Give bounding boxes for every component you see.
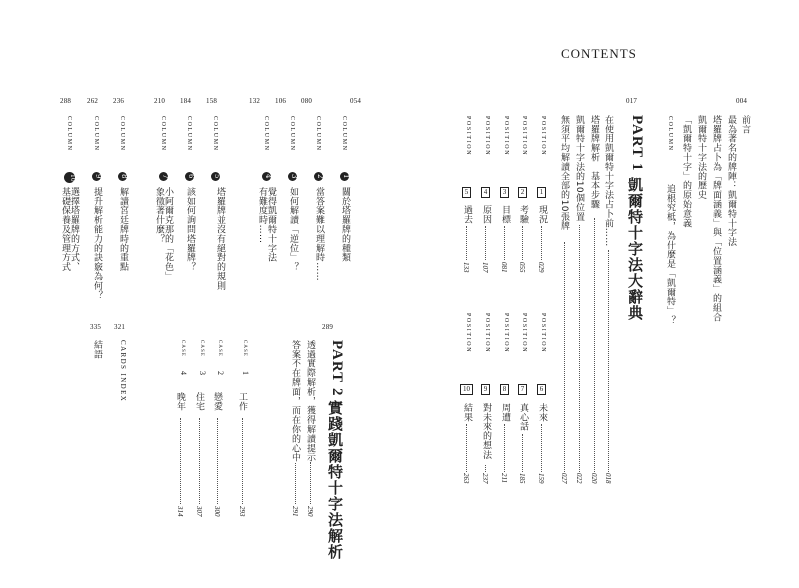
- position-label: POSITION: [465, 313, 471, 354]
- contents-title: CONTENTS: [561, 46, 637, 61]
- page-number: 184: [180, 97, 192, 105]
- position-number: 9: [481, 384, 490, 395]
- position-name: 結果: [462, 403, 472, 422]
- toc-page: 290: [306, 506, 314, 517]
- page-number: 321: [114, 323, 126, 331]
- page-number: 236: [113, 97, 125, 105]
- case-label: CASE: [217, 340, 222, 357]
- position-label: POSITION: [540, 313, 546, 354]
- position-name: 考驗: [518, 205, 528, 224]
- preface-column-text: 追根究柢，為什麼是「凱爾特」？: [665, 184, 675, 325]
- position-number: 2: [518, 187, 527, 198]
- page-number: 158: [206, 97, 218, 105]
- toc-page: 020: [590, 473, 598, 484]
- column-item: 小阿爾克那的「花色」象徵著什麼？: [154, 187, 173, 281]
- position-name: 目標: [500, 205, 510, 224]
- page-number: 106: [275, 97, 287, 105]
- part-label: PART 1: [629, 115, 645, 172]
- toc-page: 237: [481, 473, 489, 484]
- toc-item: 透過實際解析，獲得解讀提示: [305, 340, 315, 463]
- case-label: CASE: [199, 340, 204, 357]
- position-number: 10: [460, 384, 473, 395]
- column-label: COLUMN: [160, 116, 166, 152]
- column-label: COLUMN: [667, 116, 673, 152]
- column-item: 選擇塔羅牌的方式、基礎保養及管理方式: [60, 187, 79, 272]
- toc-item: 答案不在牌面，而在你的心中: [290, 340, 300, 463]
- column-number: 10: [64, 172, 75, 183]
- page-number: 132: [249, 97, 261, 105]
- column-number: 6: [185, 172, 194, 181]
- column-label: COLUMN: [341, 116, 347, 152]
- column-number: 5: [211, 172, 220, 181]
- case-number: 4: [179, 371, 188, 375]
- position-name: 原因: [481, 205, 491, 224]
- column-number: 3: [288, 172, 297, 181]
- preface-item: 「凱爾特十字」的原始意義: [681, 115, 691, 228]
- column-number: 1: [340, 172, 349, 181]
- toc-page: 055: [518, 262, 526, 273]
- preface-item: 凱爾特十字法的歷史: [696, 115, 706, 200]
- preface-title: 前言: [740, 115, 750, 134]
- toc-page: 185: [518, 473, 526, 484]
- column-item: 塔羅牌並沒有絕對的規則: [215, 187, 225, 291]
- position-number: 4: [481, 187, 490, 198]
- case-label: CASE: [242, 340, 247, 357]
- page-number: 080: [301, 97, 313, 105]
- position-label: POSITION: [521, 116, 527, 157]
- column-number: 7: [159, 172, 168, 181]
- position-name: 對未來的想法: [481, 403, 491, 460]
- column-number: 9: [92, 172, 101, 181]
- position-number: 5: [462, 187, 471, 198]
- position-label: POSITION: [465, 116, 471, 157]
- position-name: 未來: [537, 403, 547, 422]
- column-item: 提升解析能力的訣竅為何？: [92, 187, 102, 300]
- position-label: POSITION: [503, 313, 509, 354]
- toc-item: 凱爾特十字法的10個位置: [574, 115, 584, 222]
- column-item: 如何解讀「逆位」？: [288, 187, 298, 272]
- toc-page: 018: [604, 473, 612, 484]
- case-item: 工作: [237, 392, 247, 411]
- column-label: COLUMN: [289, 116, 295, 152]
- case-item: 住宅: [194, 392, 204, 411]
- column-label: COLUMN: [66, 116, 72, 152]
- column-label: COLUMN: [93, 116, 99, 152]
- preface-item: 最為著名的牌陣：凱爾特十字法: [726, 115, 736, 247]
- toc-item: 無須平均解讀全部的10張牌: [559, 115, 569, 231]
- toc-page: 291: [291, 506, 299, 517]
- toc-page: 029: [537, 262, 545, 273]
- page-number: 288: [60, 97, 72, 105]
- page-number: 017: [626, 97, 638, 105]
- toc-page: 314: [176, 506, 184, 517]
- column-item: 關於塔羅牌的種類: [340, 187, 350, 263]
- toc-item: 在使用凱爾特十字法占卜前……: [603, 115, 613, 247]
- part-title: 凱爾特十字法大辭典: [626, 177, 644, 321]
- column-number: 8: [118, 172, 127, 181]
- case-number: 2: [216, 371, 225, 375]
- case-item: 晚年: [175, 392, 185, 411]
- position-name: 過去: [462, 205, 472, 224]
- part-label: PART 2: [329, 340, 345, 397]
- position-number: 3: [500, 187, 509, 198]
- column-label: COLUMN: [263, 116, 269, 152]
- position-label: POSITION: [503, 116, 509, 157]
- column-label: COLUMN: [212, 116, 218, 152]
- case-label: CASE: [180, 340, 185, 357]
- position-number: 7: [518, 384, 527, 395]
- part-title: 實踐凱爾特十字法解析: [326, 400, 344, 560]
- toc-page: 027: [560, 473, 568, 484]
- page-number: 262: [87, 97, 99, 105]
- toc-page: 081: [500, 262, 508, 273]
- page-number: 004: [736, 97, 748, 105]
- position-label: POSITION: [540, 116, 546, 157]
- position-label: POSITION: [521, 313, 527, 354]
- cards-index: CARDS INDEX: [119, 340, 127, 403]
- toc-page: 159: [537, 473, 545, 484]
- toc-page: 022: [575, 473, 583, 484]
- page-number: 054: [350, 97, 362, 105]
- column-number: 4: [262, 172, 271, 181]
- position-name: 真心話: [518, 403, 528, 432]
- toc-page: 107: [481, 262, 489, 273]
- position-name: 周遭: [500, 403, 510, 422]
- column-number: 2: [314, 172, 323, 181]
- position-number: 6: [537, 384, 546, 395]
- column-item: 解讀宮廷牌時的重點: [118, 187, 128, 272]
- position-number: 8: [500, 384, 509, 395]
- toc-page: 307: [195, 506, 203, 517]
- toc-page: 133: [462, 262, 470, 273]
- preface-item: 塔羅牌占卜為「牌面涵義」與「位置涵義」的組合: [711, 115, 721, 322]
- column-item: 覺得凱爾特十字法有難度時……: [257, 187, 276, 263]
- toc-page: 300: [213, 506, 221, 517]
- case-number: 1: [241, 371, 250, 375]
- epilogue: 結語: [92, 340, 102, 359]
- toc-item: 塔羅牌解析 基本步驟: [589, 115, 599, 209]
- column-item: 當答案難以理解時……: [314, 187, 324, 281]
- position-label: POSITION: [484, 116, 490, 157]
- page-number: 289: [322, 323, 334, 331]
- case-item: 戀愛: [212, 392, 222, 411]
- toc-page: 293: [238, 506, 246, 517]
- column-item: 該如何詢問塔羅牌？: [185, 187, 195, 272]
- column-label: COLUMN: [315, 116, 321, 152]
- toc-page: 211: [500, 473, 508, 483]
- column-label: COLUMN: [186, 116, 192, 152]
- page-number: 335: [90, 323, 102, 331]
- column-label: COLUMN: [119, 116, 125, 152]
- position-name: 現況: [537, 205, 547, 224]
- page-number: 210: [154, 97, 166, 105]
- toc-page: 263: [462, 473, 470, 484]
- position-number: 1: [537, 187, 546, 198]
- case-number: 3: [198, 371, 207, 375]
- position-label: POSITION: [484, 313, 490, 354]
